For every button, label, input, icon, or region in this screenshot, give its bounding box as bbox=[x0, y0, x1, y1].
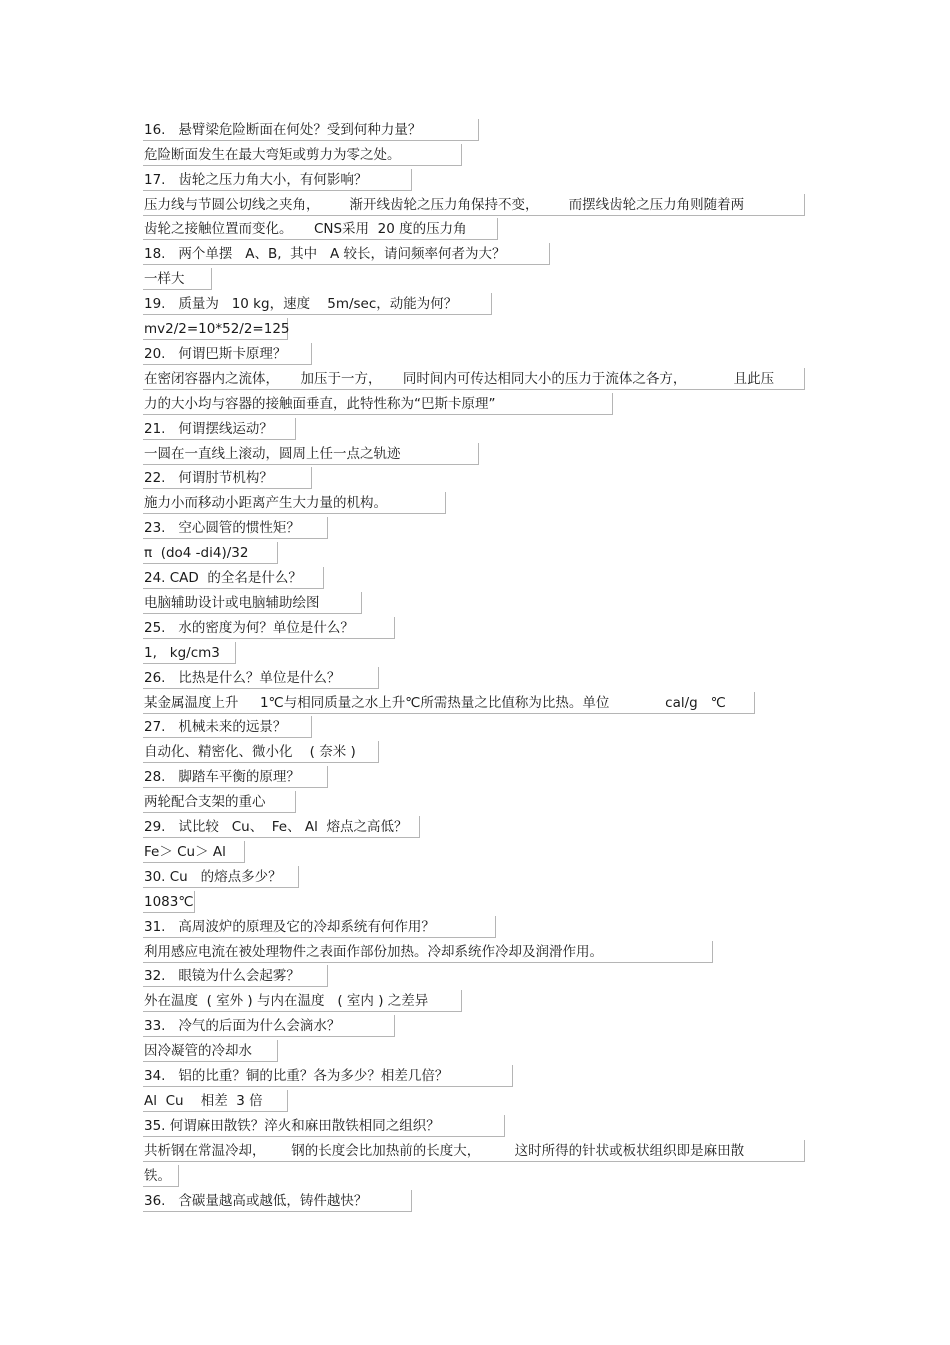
question-30: 30. Cu 的熔点多少？ bbox=[143, 866, 299, 888]
answer-20-line-2: 力的大小均与容器的接触面垂直，此特性称为“巴斯卡原理” bbox=[143, 393, 613, 415]
question-23: 23. 空心圆管的惯性矩？ bbox=[143, 517, 328, 539]
question-33: 33. 冷气的后面为什么会滴水？ bbox=[143, 1015, 395, 1037]
question-28: 28. 脚踏车平衡的原理？ bbox=[143, 766, 328, 788]
answer-19: mv2/2=10*52/2=125 bbox=[143, 318, 288, 340]
question-27: 27. 机械未来的远景？ bbox=[143, 716, 312, 738]
answer-16: 危险断面发生在最大弯矩或剪力为零之处。 bbox=[143, 144, 462, 166]
answer-32: 外在温度 ( 室外 ) 与内在温度 ( 室内 ) 之差异 bbox=[143, 990, 462, 1012]
answer-21: 一圆在一直线上滚动，圆周上任一点之轨迹 bbox=[143, 443, 479, 465]
answer-28: 两轮配合支架的重心 bbox=[143, 791, 296, 813]
answer-17-line-1: 压力线与节圆公切线之夹角， 渐开线齿轮之压力角保持不变， 而摆线齿轮之压力角则随着两 bbox=[143, 194, 805, 216]
answer-26: 某金属温度上升 1℃与相同质量之水上升℃所需热量之比值称为比热。单位 cal/g ℃ bbox=[143, 692, 755, 714]
answer-22: 施力小而移动小距离产生大力量的机构。 bbox=[143, 492, 446, 514]
question-25: 25. 水的密度为何？单位是什么？ bbox=[143, 617, 395, 639]
answer-31: 利用感应电流在被处理物件之表面作部份加热。冷却系统作冷却及润滑作用。 bbox=[143, 941, 713, 963]
answer-27: 自动化、精密化、微小化 ( 奈米 ) bbox=[143, 741, 379, 763]
question-18: 18. 两个单摆 A、B, 其中 A 较长，请问频率何者为大？ bbox=[143, 243, 550, 265]
question-34: 34. 铝的比重？铜的比重？各为多少？相差几倍？ bbox=[143, 1065, 513, 1087]
question-29: 29. 试比较 Cu、 Fe、 Al 熔点之高低？ bbox=[143, 816, 420, 838]
question-16: 16. 悬臂梁危险断面在何处？受到何种力量？ bbox=[143, 119, 479, 141]
question-35: 35. 何谓麻田散铁？淬火和麻田散铁相同之组织？ bbox=[143, 1115, 505, 1137]
question-17: 17. 齿轮之压力角大小，有何影响？ bbox=[143, 169, 412, 191]
answer-35-line-2: 铁。 bbox=[143, 1165, 179, 1187]
question-26: 26. 比热是什么？单位是什么？ bbox=[143, 667, 379, 689]
question-20: 20. 何谓巴斯卡原理？ bbox=[143, 343, 312, 365]
question-36: 36. 含碳量越高或越低，铸件越快？ bbox=[143, 1190, 412, 1212]
answer-24: 电脑辅助设计或电脑辅助绘图 bbox=[143, 592, 362, 614]
question-22: 22. 何谓肘节机构？ bbox=[143, 467, 312, 489]
answer-20-line-1: 在密闭容器内之流体， 加压于一方， 同时间内可传达相同大小的压力于流体之各方， 且此压 bbox=[143, 368, 805, 390]
question-21: 21. 何谓摆线运动？ bbox=[143, 418, 296, 440]
answer-17-line-2: 齿轮之接触位置而变化。 CNS采用 20 度的压力角 bbox=[143, 218, 498, 240]
answer-25: 1, kg/cm3 bbox=[143, 642, 236, 664]
question-32: 32. 眼镜为什么会起雾？ bbox=[143, 965, 328, 987]
answer-23: π (do4 -di4)/32 bbox=[143, 542, 278, 564]
answer-35-line-1: 共析钢在常温冷却， 钢的长度会比加热前的长度大， 这时所得的针状或板状组织即是麻田散 bbox=[143, 1140, 805, 1162]
question-24: 24. CAD 的全名是什么？ bbox=[143, 567, 324, 589]
answer-30: 1083℃ bbox=[143, 891, 195, 913]
question-31: 31. 高周波炉的原理及它的冷却系统有何作用？ bbox=[143, 916, 496, 938]
question-19: 19. 质量为 10 kg，速度 5m/sec，动能为何？ bbox=[143, 293, 492, 315]
answer-33: 因冷凝管的冷却水 bbox=[143, 1040, 278, 1062]
answer-29: Fe＞ Cu＞ Al bbox=[143, 841, 245, 863]
answer-34: Al Cu 相差 3 倍 bbox=[143, 1090, 288, 1112]
answer-18: 一样大 bbox=[143, 268, 212, 290]
